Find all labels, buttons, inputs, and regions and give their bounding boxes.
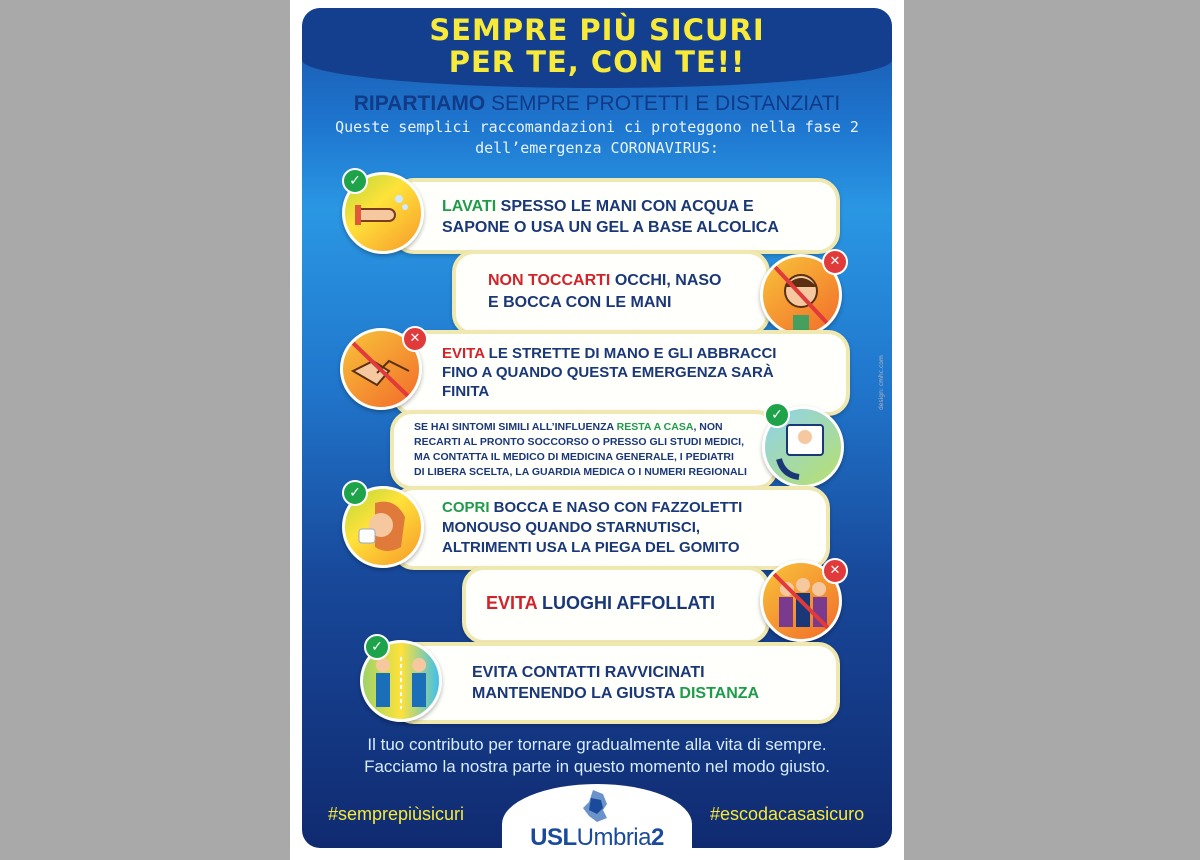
subheading-rest: SEMPRE PROTETTI E DISTANZIATI [485,92,841,115]
tip-5-line-1: BOCCA E NASO CON FAZZOLETTI [489,499,743,516]
hashtag-left: #semprepiùsicuri [328,804,465,824]
intro-text [302,117,892,159]
logo-usl: USL [530,824,577,848]
closing-line-1: Il tuo contributo per tornare gradualmente alla vita di sempre. [367,735,827,754]
tip-text-5 [442,498,742,558]
poster-title [302,14,892,78]
tip-5-check-icon: ✓ [342,480,368,506]
subheading [302,92,892,116]
tip-4-highlight: RESTA A CASA [616,421,694,433]
tip-5-line-3: ALTRIMENTI USA LA PIEGA DEL GOMITO [442,539,740,556]
tip-card-2 [452,250,770,336]
tip-3-highlight: EVITA [442,345,485,362]
title-banner [302,8,892,88]
intro-line-1: Queste semplici raccomandazioni ci proteggono nella fase 2 [335,118,859,136]
tip-7-line-1: EVITA CONTATTI RAVVICINATI [472,664,705,681]
title-line-1: SEMPRE PIÙ SICURI [429,13,765,47]
tip-card-1 [392,178,840,254]
tip-3-line-3: FINITA [442,383,490,400]
tip-6-cross-icon: ✕ [822,558,848,584]
tip-card-6 [462,566,770,644]
tip-text-7 [472,662,759,704]
logo-umbria: Umbria [576,824,651,848]
tip-3-line-2: FINO A QUANDO QUESTA EMERGENZA SARÀ [442,364,774,381]
tip-card-5 [392,486,830,570]
tip-text-2 [488,270,722,314]
tip-text-4 [414,420,747,480]
usl-logo [502,784,692,848]
closing-line-2: Facciamo la nostra parte in questo momento nel modo giusto. [364,757,830,776]
tip-2-highlight: NON TOCCARTI [488,272,611,289]
tip-6-highlight: EVITA [486,593,538,613]
tip-7-check-icon: ✓ [364,634,390,660]
tip-7-highlight: DISTANZA [679,685,760,702]
tip-1-line-2: SAPONE O USA UN GEL A BASE ALCOLICA [442,219,779,236]
tip-1-check-icon: ✓ [342,168,368,194]
closing-text [302,734,892,778]
tip-4-line-1: , NON [693,421,723,433]
logo-number: 2 [650,824,664,848]
tip-4-pre: SE HAI SINTOMI SIMILI ALL’INFLUENZA [414,421,617,433]
tip-7-pre: MANTENENDO LA GIUSTA [472,685,680,702]
tip-card-7 [392,642,840,724]
tip-5-line-2: MONOUSO QUANDO STARNUTISCI, [442,519,701,536]
tip-4-check-icon: ✓ [764,402,790,428]
tip-text-3 [442,344,776,401]
tip-3-cross-icon: ✕ [402,326,428,352]
tip-text-1 [442,196,779,238]
tip-text-6 [486,592,715,614]
intro-line-2: dell’emergenza CORONAVIRUS: [475,139,719,157]
design-credit: design: cmhc.com [878,355,885,410]
umbria-map-icon [579,788,615,824]
safety-poster [302,8,892,848]
tip-card-4 [390,410,778,490]
tip-3-line-1: LE STRETTE DI MANO E GLI ABBRACCI [484,345,777,362]
title-line-2: PER TE, CON TE!! [448,45,746,79]
tip-2-line-2: E BOCCA CON LE MANI [488,294,672,311]
subheading-bold: RIPARTIAMO [353,92,486,115]
tip-4-line-4: DI LIBERA SCELTA, LA GUARDIA MEDICA O I NUMERI REGIONALI [414,466,747,478]
tip-6-line-1: LUOGHI AFFOLLATI [537,593,715,613]
tip-2-line-1: OCCHI, NASO [610,272,722,289]
tip-2-cross-icon: ✕ [822,249,848,275]
tip-5-highlight: COPRI [442,499,490,516]
tip-1-highlight: LAVATI [442,198,497,215]
tip-4-line-2: RECARTI AL PRONTO SOCCORSO O PRESSO GLI STUDI MEDICI, [414,436,745,448]
tip-1-line-1: SPESSO LE MANI CON ACQUA E [496,198,754,215]
hashtag-right: #escodacasasicuro [710,804,865,824]
tip-4-line-3: MA CONTATTA IL MEDICO DI MEDICINA GENERALE, I PEDIATRI [414,451,734,463]
logo-text [502,824,692,848]
